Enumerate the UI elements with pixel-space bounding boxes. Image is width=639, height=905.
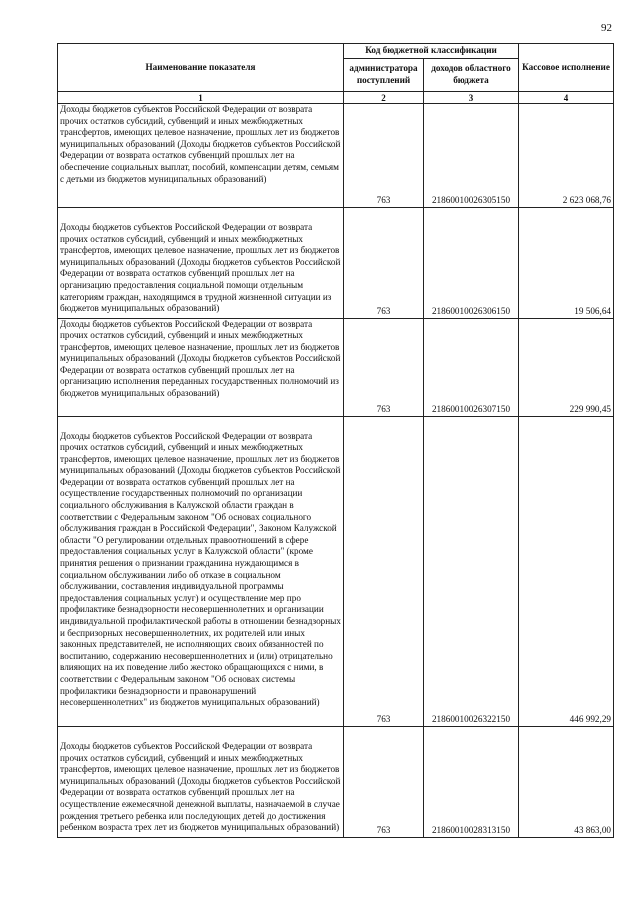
- table-row: [58, 222, 614, 318]
- admin-code: 763: [344, 222, 424, 318]
- page-number: 92: [601, 22, 612, 34]
- header-income-code: доходов областного бюджета: [424, 59, 519, 92]
- table-row: [58, 741, 614, 837]
- admin-code: 763: [344, 318, 424, 416]
- column-number-3: 3: [424, 92, 519, 104]
- indicator-name: Доходы бюджетов субъектов Российской Федерации от возврата прочих остатков субсидий, субвенций и иных межбюджетных трансфертов, имеющих целевое назначение, прошлых лет из бюджетов муниципальных образований (Доходы бюджетов субъектов Российской Федерации от возврата остатков субвенций прошлых лет на обеспечение социальных выплат, пособий, компенсации детям, семьям с детьми из бюджетов муниципальных образований): [58, 104, 344, 208]
- admin-code: 763: [344, 104, 424, 208]
- header-indicator-name: Наименование показателя: [58, 44, 344, 92]
- table-row-spacer: [58, 727, 614, 742]
- income-code: 21860010026306150: [424, 222, 519, 318]
- income-code: 21860010028313150: [424, 741, 519, 837]
- table-row: [58, 318, 614, 416]
- column-number-2: 2: [344, 92, 424, 104]
- column-number-4: 4: [519, 92, 614, 104]
- budget-table: [57, 43, 614, 838]
- income-code: 21860010026322150: [424, 431, 519, 727]
- indicator-name: Доходы бюджетов субъектов Российской Федерации от возврата прочих остатков субсидий, субвенций и иных межбюджетных трансфертов, имеющих целевое назначение, прошлых лет из бюджетов муниципальных образований (Доходы бюджетов субъектов Российской Федерации от возврата остатков субвенций прошлых лет на организацию предоставления социальной помощи отдельным категориям граждан, находящимся в трудной жизненной ситуации из бюджетов муниципальных образований): [58, 222, 344, 318]
- income-code: 21860010026305150: [424, 104, 519, 208]
- indicator-name: Доходы бюджетов субъектов Российской Федерации от возврата прочих остатков субсидий, субвенций и иных межбюджетных трансфертов, имеющих целевое назначение, прошлых лет из бюджетов муниципальных образований (Доходы бюджетов субъектов Российской Федерации от возврата остатков субвенций прошлых лет на осуществление государственных полномочий по организации социального обслуживания в Калужской области граждан в соответствии с Федеральным законом "Об основах социального обслуживания граждан в Российской Федерации", Законом Калужской области "О регулировании отдельных правоотношений в сфере предоставления социальных услуг в Калужской области" (кроме принятия решения о признании гражданина нуждающимся в социальном обслуживании либо об отказе в социальном обслуживании, составления индивидуальной программы предоставления социальных услуг) и осуществление мер про профилактике безнадзорности несовершеннолетних и организации индивидуальной профилактической работы в отношении безнадзорных и беспризорных несовершеннолетних, их родителей или иных законных представителей, не исполняющих своих обязанностей по воспитанию, содержанию несовершеннолетних и (или) отрицательно влияющих на их поведение либо жестоко обращающихся с ними, в соответствии с Федеральным законом "Об основах системы профилактики безнадзорности и правонарушений несовершеннолетних" из бюджетов муниципальных образований): [58, 431, 344, 727]
- table-row: [58, 431, 614, 727]
- header-admin-code: администратора поступлений: [344, 59, 424, 92]
- indicator-name: Доходы бюджетов субъектов Российской Федерации от возврата прочих остатков субсидий, субвенций и иных межбюджетных трансфертов, имеющих целевое назначение, прошлых лет из бюджетов муниципальных образований (Доходы бюджетов субъектов Российской Федерации от возврата остатков субвенций прошлых лет на осуществление ежемесячной денежной выплаты, назначаемой в случае рождения третьего ребенка или последующих детей до достижения ребенком возраста трех лет из бюджетов муниципальных образований): [58, 741, 344, 837]
- cash-amount: 229 990,45: [519, 318, 614, 416]
- cash-amount: 43 863,00: [519, 741, 614, 837]
- indicator-name: Доходы бюджетов субъектов Российской Федерации от возврата прочих остатков субсидий, субвенций и иных межбюджетных трансфертов, имеющих целевое назначение, прошлых лет из бюджетов муниципальных образований (Доходы бюджетов субъектов Российской Федерации от возврата остатков субвенций прошлых лет на организацию исполнения переданных государственных полномочий из бюджетов муниципальных образований): [58, 318, 344, 416]
- cash-amount: 2 623 068,76: [519, 104, 614, 208]
- header-cash-execution: Кассовое исполнение: [519, 44, 614, 92]
- admin-code: 763: [344, 431, 424, 727]
- cash-amount: 446 992,29: [519, 431, 614, 727]
- table-row-spacer: [58, 416, 614, 431]
- table-row-spacer: [58, 208, 614, 223]
- table-row: [58, 104, 614, 208]
- header-budget-classification: Код бюджетной классификации: [344, 44, 519, 59]
- admin-code: 763: [344, 741, 424, 837]
- column-number-1: 1: [58, 92, 344, 104]
- cash-amount: 19 506,64: [519, 222, 614, 318]
- income-code: 21860010026307150: [424, 318, 519, 416]
